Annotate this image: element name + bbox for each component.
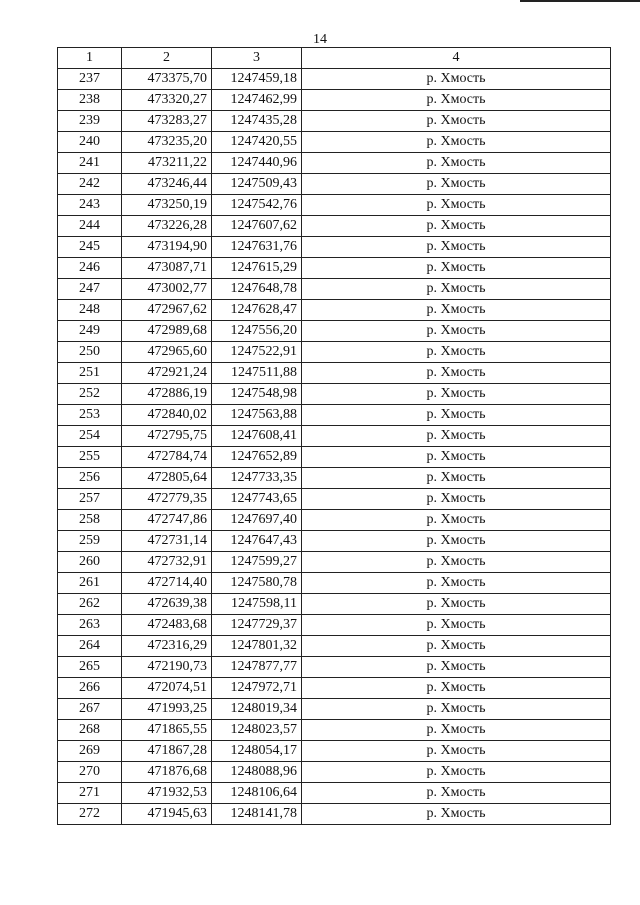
cell-x-coordinate: 472074,51 <box>122 678 212 699</box>
cell-description: р. Хмость <box>302 384 611 405</box>
cell-y-coordinate: 1247599,27 <box>212 552 302 573</box>
cell-description: р. Хмость <box>302 783 611 804</box>
table-row <box>58 111 611 132</box>
cell-point-number: 264 <box>58 636 122 657</box>
cell-x-coordinate: 471932,53 <box>122 783 212 804</box>
cell-point-number: 238 <box>58 90 122 111</box>
cell-y-coordinate: 1247608,41 <box>212 426 302 447</box>
cell-description: р. Хмость <box>302 279 611 300</box>
cell-x-coordinate: 473226,28 <box>122 216 212 237</box>
cell-point-number: 255 <box>58 447 122 468</box>
cell-description: р. Хмость <box>302 90 611 111</box>
cell-y-coordinate: 1247459,18 <box>212 69 302 90</box>
cell-point-number: 263 <box>58 615 122 636</box>
cell-x-coordinate: 473375,70 <box>122 69 212 90</box>
cell-x-coordinate: 473211,22 <box>122 153 212 174</box>
cell-x-coordinate: 471865,55 <box>122 720 212 741</box>
cell-y-coordinate: 1247729,37 <box>212 615 302 636</box>
cell-point-number: 271 <box>58 783 122 804</box>
cell-x-coordinate: 473246,44 <box>122 174 212 195</box>
cell-y-coordinate: 1247580,78 <box>212 573 302 594</box>
cell-description: р. Хмость <box>302 132 611 153</box>
table-row <box>58 342 611 363</box>
table-header-row <box>58 48 611 69</box>
cell-point-number: 251 <box>58 363 122 384</box>
cell-point-number: 237 <box>58 69 122 90</box>
table-row <box>58 678 611 699</box>
cell-description: р. Хмость <box>302 258 611 279</box>
table-row <box>58 90 611 111</box>
column-header-x: 2 <box>122 48 212 69</box>
table-row <box>58 216 611 237</box>
cell-y-coordinate: 1247598,11 <box>212 594 302 615</box>
cell-description: р. Хмость <box>302 237 611 258</box>
cell-description: р. Хмость <box>302 342 611 363</box>
cell-description: р. Хмость <box>302 699 611 720</box>
cell-y-coordinate: 1248088,96 <box>212 762 302 783</box>
cell-x-coordinate: 472639,38 <box>122 594 212 615</box>
cell-y-coordinate: 1247801,32 <box>212 636 302 657</box>
cell-description: р. Хмость <box>302 321 611 342</box>
cell-point-number: 265 <box>58 657 122 678</box>
cell-point-number: 268 <box>58 720 122 741</box>
table-row <box>58 594 611 615</box>
cell-x-coordinate: 472886,19 <box>122 384 212 405</box>
cell-point-number: 250 <box>58 342 122 363</box>
cell-description: р. Хмость <box>302 531 611 552</box>
coordinates-table <box>57 47 611 825</box>
cell-y-coordinate: 1247563,88 <box>212 405 302 426</box>
cell-point-number: 266 <box>58 678 122 699</box>
table-row <box>58 363 611 384</box>
cell-description: р. Хмость <box>302 510 611 531</box>
cell-y-coordinate: 1248054,17 <box>212 741 302 762</box>
table-row <box>58 720 611 741</box>
cell-x-coordinate: 472483,68 <box>122 615 212 636</box>
cell-y-coordinate: 1248023,57 <box>212 720 302 741</box>
cell-x-coordinate: 472921,24 <box>122 363 212 384</box>
cell-x-coordinate: 473194,90 <box>122 237 212 258</box>
cell-x-coordinate: 472784,74 <box>122 447 212 468</box>
cell-point-number: 249 <box>58 321 122 342</box>
cell-description: р. Хмость <box>302 552 611 573</box>
cell-description: р. Хмость <box>302 426 611 447</box>
cell-description: р. Хмость <box>302 720 611 741</box>
cell-y-coordinate: 1247628,47 <box>212 300 302 321</box>
table-body <box>58 69 611 825</box>
cell-description: р. Хмость <box>302 489 611 510</box>
table-row <box>58 762 611 783</box>
cell-x-coordinate: 473283,27 <box>122 111 212 132</box>
cell-point-number: 267 <box>58 699 122 720</box>
cell-description: р. Хмость <box>302 300 611 321</box>
cell-description: р. Хмость <box>302 615 611 636</box>
cell-x-coordinate: 471876,68 <box>122 762 212 783</box>
cell-point-number: 259 <box>58 531 122 552</box>
cell-description: р. Хмость <box>302 678 611 699</box>
cell-y-coordinate: 1247440,96 <box>212 153 302 174</box>
scan-edge-mark <box>520 0 640 6</box>
cell-description: р. Хмость <box>302 216 611 237</box>
table-row <box>58 426 611 447</box>
cell-x-coordinate: 472805,64 <box>122 468 212 489</box>
cell-x-coordinate: 472965,60 <box>122 342 212 363</box>
cell-y-coordinate: 1247607,62 <box>212 216 302 237</box>
cell-x-coordinate: 472316,29 <box>122 636 212 657</box>
cell-y-coordinate: 1247556,20 <box>212 321 302 342</box>
cell-y-coordinate: 1247743,65 <box>212 489 302 510</box>
cell-description: р. Хмость <box>302 636 611 657</box>
cell-y-coordinate: 1247631,76 <box>212 237 302 258</box>
cell-description: р. Хмость <box>302 405 611 426</box>
cell-y-coordinate: 1247647,43 <box>212 531 302 552</box>
cell-y-coordinate: 1247522,91 <box>212 342 302 363</box>
cell-point-number: 239 <box>58 111 122 132</box>
cell-y-coordinate: 1247420,55 <box>212 132 302 153</box>
table-row <box>58 615 611 636</box>
column-header-point-number: 1 <box>58 48 122 69</box>
cell-point-number: 252 <box>58 384 122 405</box>
cell-x-coordinate: 472731,14 <box>122 531 212 552</box>
cell-point-number: 254 <box>58 426 122 447</box>
cell-x-coordinate: 471867,28 <box>122 741 212 762</box>
cell-y-coordinate: 1248019,34 <box>212 699 302 720</box>
cell-description: р. Хмость <box>302 195 611 216</box>
table-row <box>58 300 611 321</box>
cell-point-number: 242 <box>58 174 122 195</box>
cell-description: р. Хмость <box>302 594 611 615</box>
cell-point-number: 270 <box>58 762 122 783</box>
cell-x-coordinate: 472714,40 <box>122 573 212 594</box>
cell-description: р. Хмость <box>302 111 611 132</box>
cell-y-coordinate: 1247972,71 <box>212 678 302 699</box>
cell-x-coordinate: 472779,35 <box>122 489 212 510</box>
cell-x-coordinate: 473250,19 <box>122 195 212 216</box>
table-row <box>58 384 611 405</box>
cell-description: р. Хмость <box>302 657 611 678</box>
cell-x-coordinate: 472747,86 <box>122 510 212 531</box>
cell-description: р. Хмость <box>302 468 611 489</box>
cell-description: р. Хмость <box>302 762 611 783</box>
table-row <box>58 552 611 573</box>
table-row <box>58 132 611 153</box>
table-row <box>58 804 611 825</box>
table-row <box>58 258 611 279</box>
cell-y-coordinate: 1247652,89 <box>212 447 302 468</box>
table-row <box>58 657 611 678</box>
cell-description: р. Хмость <box>302 804 611 825</box>
cell-y-coordinate: 1247511,88 <box>212 363 302 384</box>
cell-x-coordinate: 472967,62 <box>122 300 212 321</box>
table-row <box>58 468 611 489</box>
cell-point-number: 241 <box>58 153 122 174</box>
cell-description: р. Хмость <box>302 174 611 195</box>
cell-description: р. Хмость <box>302 447 611 468</box>
table-row <box>58 699 611 720</box>
table-row <box>58 279 611 300</box>
cell-point-number: 272 <box>58 804 122 825</box>
cell-y-coordinate: 1248141,78 <box>212 804 302 825</box>
cell-x-coordinate: 471993,25 <box>122 699 212 720</box>
cell-x-coordinate: 473002,77 <box>122 279 212 300</box>
cell-y-coordinate: 1248106,64 <box>212 783 302 804</box>
cell-point-number: 253 <box>58 405 122 426</box>
cell-point-number: 243 <box>58 195 122 216</box>
table-row <box>58 153 611 174</box>
cell-x-coordinate: 473087,71 <box>122 258 212 279</box>
cell-description: р. Хмость <box>302 573 611 594</box>
cell-description: р. Хмость <box>302 69 611 90</box>
cell-point-number: 258 <box>58 510 122 531</box>
cell-description: р. Хмость <box>302 153 611 174</box>
table-row <box>58 783 611 804</box>
cell-x-coordinate: 472840,02 <box>122 405 212 426</box>
cell-y-coordinate: 1247435,28 <box>212 111 302 132</box>
cell-description: р. Хмость <box>302 363 611 384</box>
cell-x-coordinate: 473320,27 <box>122 90 212 111</box>
table-row <box>58 531 611 552</box>
table-row <box>58 489 611 510</box>
column-header-description: 4 <box>302 48 611 69</box>
cell-point-number: 247 <box>58 279 122 300</box>
cell-y-coordinate: 1247548,98 <box>212 384 302 405</box>
table-row <box>58 405 611 426</box>
cell-x-coordinate: 472732,91 <box>122 552 212 573</box>
cell-x-coordinate: 472190,73 <box>122 657 212 678</box>
table-row <box>58 195 611 216</box>
cell-description: р. Хмость <box>302 741 611 762</box>
table-row <box>58 636 611 657</box>
table-row <box>58 321 611 342</box>
cell-x-coordinate: 472795,75 <box>122 426 212 447</box>
cell-point-number: 246 <box>58 258 122 279</box>
table-row <box>58 510 611 531</box>
cell-point-number: 248 <box>58 300 122 321</box>
cell-y-coordinate: 1247509,43 <box>212 174 302 195</box>
cell-x-coordinate: 472989,68 <box>122 321 212 342</box>
cell-point-number: 257 <box>58 489 122 510</box>
cell-y-coordinate: 1247697,40 <box>212 510 302 531</box>
cell-y-coordinate: 1247542,76 <box>212 195 302 216</box>
cell-point-number: 256 <box>58 468 122 489</box>
table-row <box>58 237 611 258</box>
cell-point-number: 262 <box>58 594 122 615</box>
cell-point-number: 245 <box>58 237 122 258</box>
table-row <box>58 447 611 468</box>
cell-y-coordinate: 1247733,35 <box>212 468 302 489</box>
page-number: 14 <box>313 32 327 47</box>
column-header-y: 3 <box>212 48 302 69</box>
cell-x-coordinate: 471945,63 <box>122 804 212 825</box>
cell-y-coordinate: 1247462,99 <box>212 90 302 111</box>
table-row <box>58 69 611 90</box>
table-row <box>58 741 611 762</box>
cell-y-coordinate: 1247877,77 <box>212 657 302 678</box>
cell-y-coordinate: 1247615,29 <box>212 258 302 279</box>
cell-point-number: 269 <box>58 741 122 762</box>
cell-point-number: 261 <box>58 573 122 594</box>
cell-x-coordinate: 473235,20 <box>122 132 212 153</box>
table-row <box>58 174 611 195</box>
cell-point-number: 244 <box>58 216 122 237</box>
cell-point-number: 240 <box>58 132 122 153</box>
table-row <box>58 573 611 594</box>
cell-y-coordinate: 1247648,78 <box>212 279 302 300</box>
cell-point-number: 260 <box>58 552 122 573</box>
